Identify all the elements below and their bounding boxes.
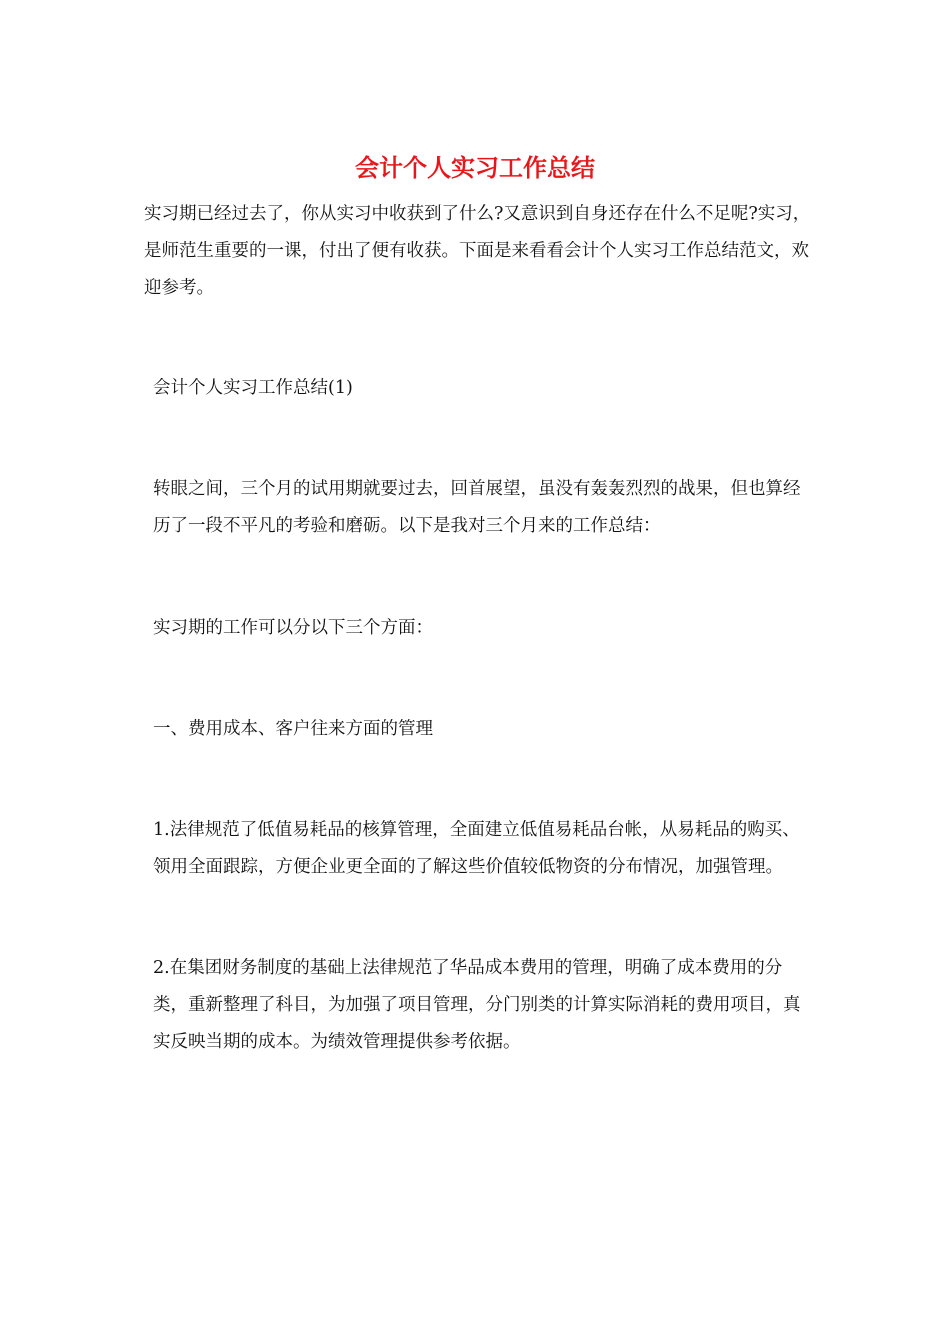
document-body bbox=[144, 196, 814, 1061]
paragraph-3: 一、费用成本、客户往来方面的管理 bbox=[153, 719, 433, 739]
section-heading: 会计个人实习工作总结(1) bbox=[153, 378, 353, 398]
paragraph-1: 转眼之间，三个月的试用期就要过去，回首展望，虽没有轰轰烈烈的战果，但也算经历了一段不平凡的考验和磨砺。以下是我对三个月来的工作总结： bbox=[153, 479, 801, 536]
paragraph-2: 实习期的工作可以分以下三个方面： bbox=[153, 618, 433, 638]
paragraph-5: 2.在集团财务制度的基础上法律规范了华品成本费用的管理，明确了成本费用的分类，重新整理了科目，为加强了项目管理，分门别类的计算实际消耗的费用项目，真实反映当期的成本。为绩效管理提供参考依据。 bbox=[153, 958, 801, 1052]
intro-paragraph: 实习期已经过去了，你从实习中收获到了什么?又意识到自身还存在什么不足呢?实习，是师范生重要的一课，付出了便有收获。下面是来看看会计个人实习工作总结范文，欢迎参考。 bbox=[144, 204, 811, 298]
document-title: 会计个人实习工作总结 bbox=[355, 153, 595, 182]
paragraph-4: 1.法律规范了低值易耗品的核算管理，全面建立低值易耗品台帐，从易耗品的购买、领用全面跟踪，方便企业更全面的了解这些价值较低物资的分布情况，加强管理。 bbox=[153, 820, 800, 877]
